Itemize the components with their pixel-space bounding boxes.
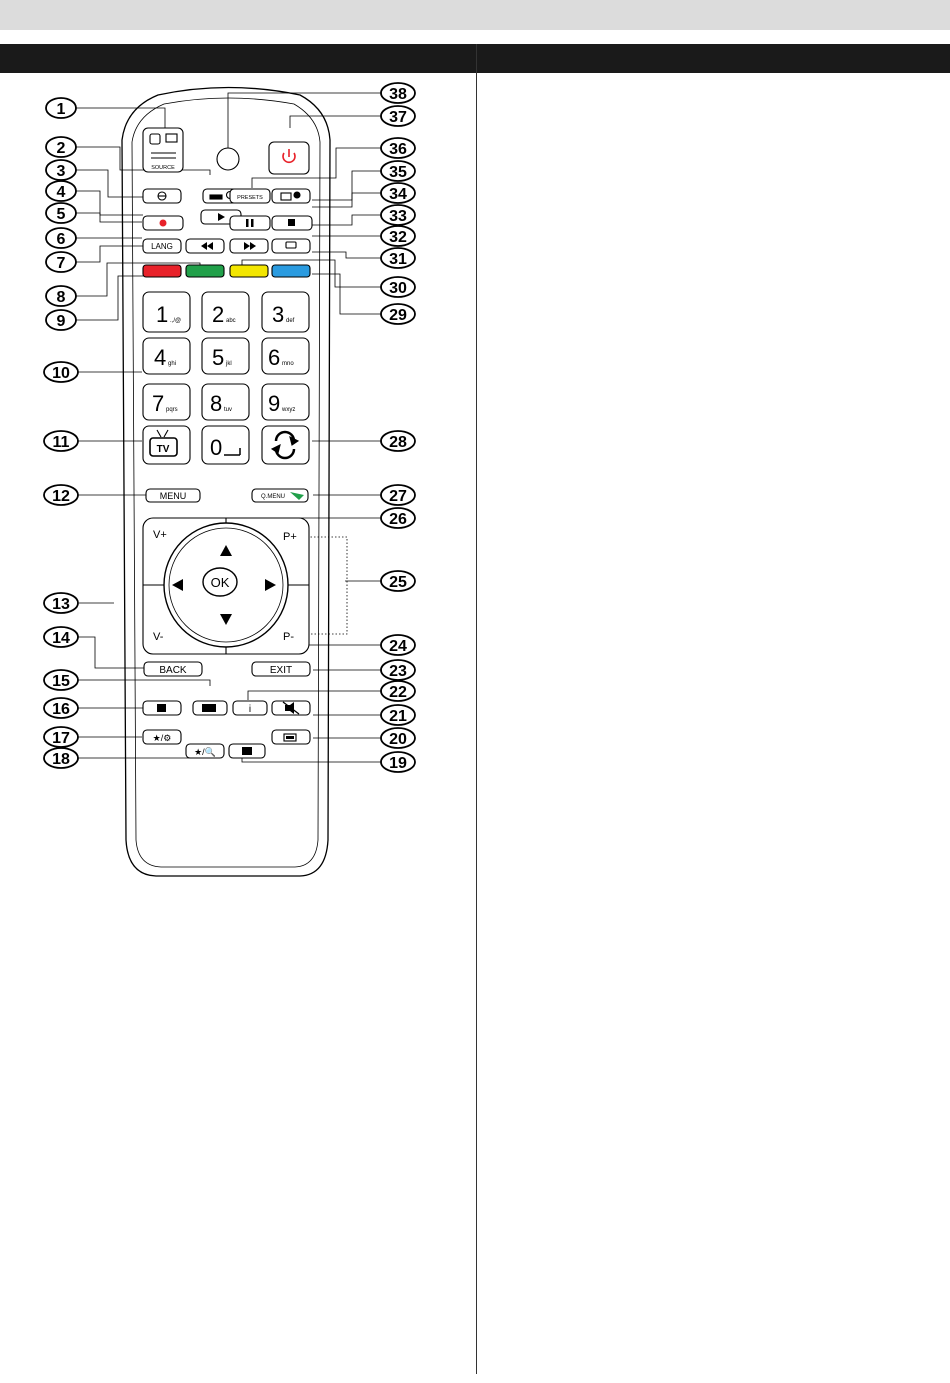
- callout-14: [44, 627, 78, 647]
- svg-text:15: 15: [52, 673, 70, 690]
- svg-text:Q.MENU: Q.MENU: [261, 494, 285, 500]
- svg-text:jkl: jkl: [226, 361, 232, 367]
- audio-button[interactable]: [143, 701, 181, 715]
- remote-buttons: [143, 128, 312, 758]
- numeric-keypad: [143, 292, 309, 464]
- callout-11: [44, 431, 78, 451]
- callout-16: [44, 698, 78, 718]
- svg-text:27: 27: [389, 488, 407, 505]
- svg-text:20: 20: [389, 731, 407, 748]
- subtitle-button[interactable]: [272, 239, 310, 253]
- svg-text:21: 21: [389, 708, 407, 725]
- callout-17: [44, 727, 78, 747]
- program-down-label[interactable]: P-: [283, 631, 294, 643]
- exit-button[interactable]: [252, 662, 310, 676]
- favourite-button[interactable]: [143, 730, 181, 744]
- key-9[interactable]: [262, 384, 309, 420]
- svg-text:def: def: [286, 318, 295, 324]
- svg-text:i: i: [248, 704, 252, 715]
- svg-text:9: 9: [268, 391, 281, 416]
- callout-35: [381, 161, 415, 181]
- callout-1: [46, 98, 76, 118]
- svg-text:34: 34: [389, 186, 407, 203]
- volume-down-label[interactable]: V-: [153, 631, 164, 643]
- svg-text:8: 8: [56, 289, 66, 306]
- callout-29: [381, 304, 415, 324]
- epg-button[interactable]: [272, 730, 310, 744]
- record-icon: [160, 220, 167, 227]
- svg-text:31: 31: [389, 251, 407, 268]
- callout-10: [44, 362, 78, 382]
- callout-25: [381, 571, 415, 591]
- callout-3: [46, 160, 76, 180]
- rewind-button[interactable]: [186, 239, 224, 253]
- svg-text:8: 8: [210, 391, 223, 416]
- volume-up-label[interactable]: V+: [153, 529, 167, 541]
- svg-text:11: 11: [52, 434, 70, 451]
- svg-text:26: 26: [389, 511, 407, 528]
- speaker-icon: [157, 704, 166, 712]
- svg-text:24: 24: [389, 638, 407, 655]
- svg-text:tuv: tuv: [224, 407, 233, 413]
- callout-4: [46, 181, 76, 201]
- callout-34: [381, 183, 415, 203]
- callout-24: [381, 635, 415, 655]
- svg-text:36: 36: [389, 141, 407, 158]
- key-7[interactable]: [143, 384, 190, 420]
- power-button[interactable]: [269, 142, 309, 174]
- svg-text:30: 30: [389, 280, 407, 297]
- callout-38: [381, 83, 415, 103]
- svg-text:13: 13: [52, 596, 70, 613]
- callout-27: [381, 485, 415, 505]
- callout-31: [381, 248, 415, 268]
- lang-button[interactable]: [143, 239, 181, 253]
- key-2[interactable]: [202, 292, 249, 332]
- svg-text:2: 2: [212, 302, 225, 327]
- svg-text:25: 25: [389, 574, 407, 591]
- folder-icon: [202, 704, 216, 712]
- svg-text:18: 18: [52, 751, 70, 768]
- svg-text:abc: abc: [226, 318, 236, 324]
- source-button[interactable]: [143, 128, 183, 172]
- svg-text:wxyz: wxyz: [282, 407, 296, 413]
- key-3[interactable]: [262, 292, 309, 332]
- mute-button[interactable]: [272, 701, 310, 715]
- svg-text:TV: TV: [156, 444, 170, 455]
- svg-text:1: 1: [56, 101, 66, 118]
- callout-18: [44, 748, 78, 768]
- callout-26: [381, 508, 415, 528]
- callout-33: [381, 205, 415, 225]
- svg-text:14: 14: [52, 630, 70, 647]
- svg-text:23: 23: [389, 663, 407, 680]
- svg-text:SOURCE: SOURCE: [151, 165, 175, 171]
- callout-28: [381, 431, 415, 451]
- callout-2: [46, 137, 76, 157]
- svg-text:0: 0: [210, 435, 223, 460]
- svg-text:16: 16: [52, 701, 70, 718]
- svg-text:29: 29: [389, 307, 407, 324]
- svg-text:7: 7: [56, 255, 66, 272]
- callout-23: [381, 660, 415, 680]
- callout-36: [381, 138, 415, 158]
- callout-8: [46, 286, 76, 306]
- svg-text:★/🔍: ★/🔍: [194, 747, 216, 757]
- svg-text:35: 35: [389, 164, 407, 181]
- bed-icon: [210, 195, 222, 199]
- svg-text:MENU: MENU: [159, 491, 187, 501]
- ok-button[interactable]: [203, 568, 237, 596]
- yellow-button[interactable]: [230, 265, 268, 277]
- pause-icon: [246, 219, 249, 227]
- key-6[interactable]: [262, 338, 309, 374]
- picture-mode-button[interactable]: [272, 189, 310, 203]
- media-browser-button[interactable]: [193, 701, 227, 715]
- callout-7: [46, 252, 76, 272]
- callout-5: [46, 203, 76, 223]
- blue-button[interactable]: [272, 265, 310, 277]
- navigation-cluster: [143, 518, 309, 654]
- svg-text:7: 7: [152, 391, 165, 416]
- svg-text:3: 3: [56, 163, 66, 180]
- svg-text:22: 22: [389, 684, 407, 701]
- svg-text:33: 33: [389, 208, 407, 225]
- info-button[interactable]: [233, 701, 267, 715]
- record-button[interactable]: [143, 216, 183, 230]
- program-up-label[interactable]: P+: [283, 531, 297, 543]
- green-button[interactable]: [186, 265, 224, 277]
- key-4[interactable]: [143, 338, 190, 374]
- swap-button[interactable]: [262, 426, 309, 464]
- key-8[interactable]: [202, 384, 249, 420]
- red-button[interactable]: [143, 265, 181, 277]
- svg-text:3: 3: [272, 302, 285, 327]
- svg-text:4: 4: [154, 345, 167, 370]
- svg-text:10: 10: [52, 365, 70, 382]
- callout-9: [46, 310, 76, 330]
- fast-forward-button[interactable]: [230, 239, 268, 253]
- svg-text:5: 5: [212, 345, 225, 370]
- globe-button[interactable]: [143, 189, 181, 203]
- callout-22: [381, 681, 415, 701]
- stop-button[interactable]: [272, 216, 312, 230]
- svg-text:★/⚙: ★/⚙: [152, 733, 172, 743]
- svg-text:mno: mno: [282, 361, 294, 367]
- callout-21: [381, 705, 415, 725]
- pause-button[interactable]: [230, 216, 270, 230]
- callout-6: [46, 228, 76, 248]
- key-1[interactable]: [143, 292, 190, 332]
- svg-text:BACK: BACK: [159, 665, 187, 676]
- teletext-icon: [242, 747, 252, 755]
- svg-text:38: 38: [389, 86, 407, 103]
- callout-15: [44, 670, 78, 690]
- search-favourite-button[interactable]: [186, 744, 224, 758]
- svg-text:28: 28: [389, 434, 407, 451]
- svg-text:2: 2: [56, 140, 66, 157]
- svg-text:32: 32: [389, 229, 407, 246]
- svg-text:5: 5: [56, 206, 66, 223]
- callout-30: [381, 277, 415, 297]
- svg-text:6: 6: [268, 345, 281, 370]
- svg-text:12: 12: [52, 488, 70, 505]
- stop-icon: [288, 219, 295, 226]
- callout-12: [44, 485, 78, 505]
- key-5[interactable]: [202, 338, 249, 374]
- svg-text:pqrs: pqrs: [166, 407, 178, 413]
- svg-text:9: 9: [56, 313, 66, 330]
- callout-13: [44, 593, 78, 613]
- standby-indicator-button[interactable]: [217, 148, 239, 170]
- svg-text:LANG: LANG: [151, 242, 173, 251]
- svg-text:37: 37: [389, 109, 407, 126]
- tv-button[interactable]: [143, 426, 190, 464]
- callout-20: [381, 728, 415, 748]
- text-button[interactable]: [229, 744, 265, 758]
- svg-text:6: 6: [56, 231, 66, 248]
- callout-19: [381, 752, 415, 772]
- qmenu-button[interactable]: [252, 489, 308, 502]
- key-0[interactable]: [202, 426, 249, 464]
- svg-text:PRESETS: PRESETS: [237, 195, 263, 201]
- menu-button[interactable]: [146, 489, 200, 502]
- svg-text:4: 4: [56, 184, 66, 201]
- presets-button[interactable]: [230, 189, 270, 203]
- svg-text:17: 17: [52, 730, 70, 747]
- svg-text:.,/@: .,/@: [170, 318, 182, 324]
- back-button[interactable]: [144, 662, 202, 676]
- callout-37: [381, 106, 415, 126]
- svg-text:1: 1: [156, 302, 169, 327]
- svg-text:ghi: ghi: [168, 361, 177, 367]
- svg-text:19: 19: [389, 755, 407, 772]
- callout-32: [381, 226, 415, 246]
- svg-text:EXIT: EXIT: [269, 665, 293, 676]
- svg-text:OK: OK: [210, 575, 230, 590]
